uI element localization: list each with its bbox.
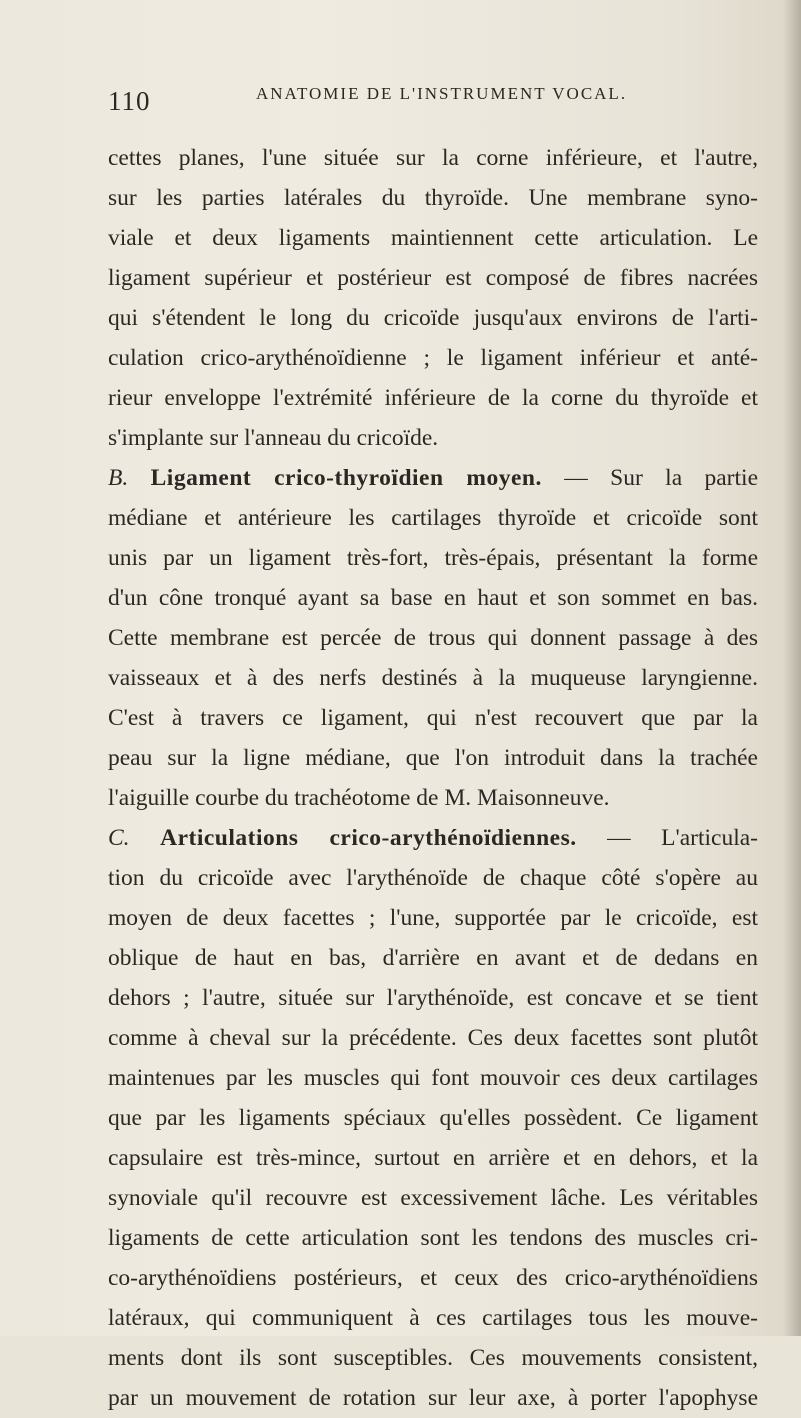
text-line: moyen de deux facettes ; l'une, supportée par le cricoïde, est [108,905,758,931]
page-edge-shadow [783,0,801,1336]
text-line: d'un cône tronqué ayant sa base en haut et son sommet en bas. [108,585,758,611]
text-line: ligament supérieur et postérieur est composé de fibres nacrées [108,265,758,291]
text-line: oblique de haut en bas, d'arrière en avant et de dedans en [108,945,758,971]
text-line: C'est à travers ce ligament, qui n'est recouvert que par la [108,705,758,731]
text-line: co-arythénoïdiens postérieurs, et ceux des crico-arythénoïdiens [108,1265,758,1291]
text-line: médiane et antérieure les cartilages thyroïde et cricoïde sont [108,505,758,531]
section-c-heading-line [108,818,758,858]
section-b-heading: Ligament crico-thyroïdien moyen. [150,465,542,491]
page-number: 110 [108,86,151,116]
text-line: viale et deux ligaments maintiennent cette articulation. Le [108,225,758,251]
section-b-first-line-rest: — Sur la partie [541,465,758,491]
text-line: culation crico-arythénoïdienne ; le ligament inférieur et anté- [108,345,758,371]
text-line: que par les ligaments spéciaux qu'elles possèdent. Ce ligament [108,1105,758,1131]
text-line: dehors ; l'autre, située sur l'arythénoïde, est concave et se tient [108,985,758,1011]
text-line: unis par un ligament très-fort, très-épais, présentant la forme [108,545,758,571]
text-line: sur les parties latérales du thyroïde. Une membrane syno- [108,185,758,211]
section-c-first-line-rest: — L'articula- [576,825,758,851]
text-line: rieur enveloppe l'extrémité inférieure de la corne du thyroïde et [108,385,758,411]
text-line: ligaments de cette articulation sont les tendons des muscles cri- [108,1225,758,1251]
text-line: peau sur la ligne médiane, que l'on introduit dans la trachée [108,745,758,771]
text-line: maintenues par les muscles qui font mouvoir ces deux cartilages [108,1065,758,1091]
text-line: vaisseaux et à des nerfs destinés à la muqueuse laryngienne. [108,665,758,691]
text-line: par un mouvement de rotation sur leur axe, à porter l'apophyse [108,1385,758,1411]
running-title: ANATOMIE DE L'INSTRUMENT VOCAL. [256,84,628,103]
section-c-label: C. [108,825,130,851]
text-line: s'implante sur l'anneau du cricoïde. [108,425,439,451]
text-line: comme à cheval sur la précédente. Ces deux facettes sont plutôt [108,1025,758,1051]
text-line: Cette membrane est percée de trous qui donnent passage à des [108,625,758,651]
section-c-heading: Articulations crico-arythénoïdiennes. [160,825,577,851]
text-line: l'aiguille courbe du trachéotome de M. Maisonneuve. [108,785,610,811]
text-line: cettes planes, l'une située sur la corne inférieure, et l'autre, [108,145,758,171]
text-line: ments dont ils sont susceptibles. Ces mouvements consistent, [108,1345,758,1371]
text-line: synoviale qu'il recouvre est excessivement lâche. Les véritables [108,1185,758,1211]
running-head [108,80,748,116]
section-b-heading-line [108,458,758,498]
section-b-label: B. [108,465,129,491]
body-text [108,138,758,1418]
text-line: latéraux, qui communiquent à ces cartilages tous les mouve- [108,1305,758,1331]
text-line: capsulaire est très-mince, surtout en arrière et en dehors, et la [108,1145,758,1171]
text-line: tion du cricoïde avec l'arythénoïde de chaque côté s'opère au [108,865,758,891]
text-line: qui s'étendent le long du cricoïde jusqu'aux environs de l'arti- [108,305,758,331]
